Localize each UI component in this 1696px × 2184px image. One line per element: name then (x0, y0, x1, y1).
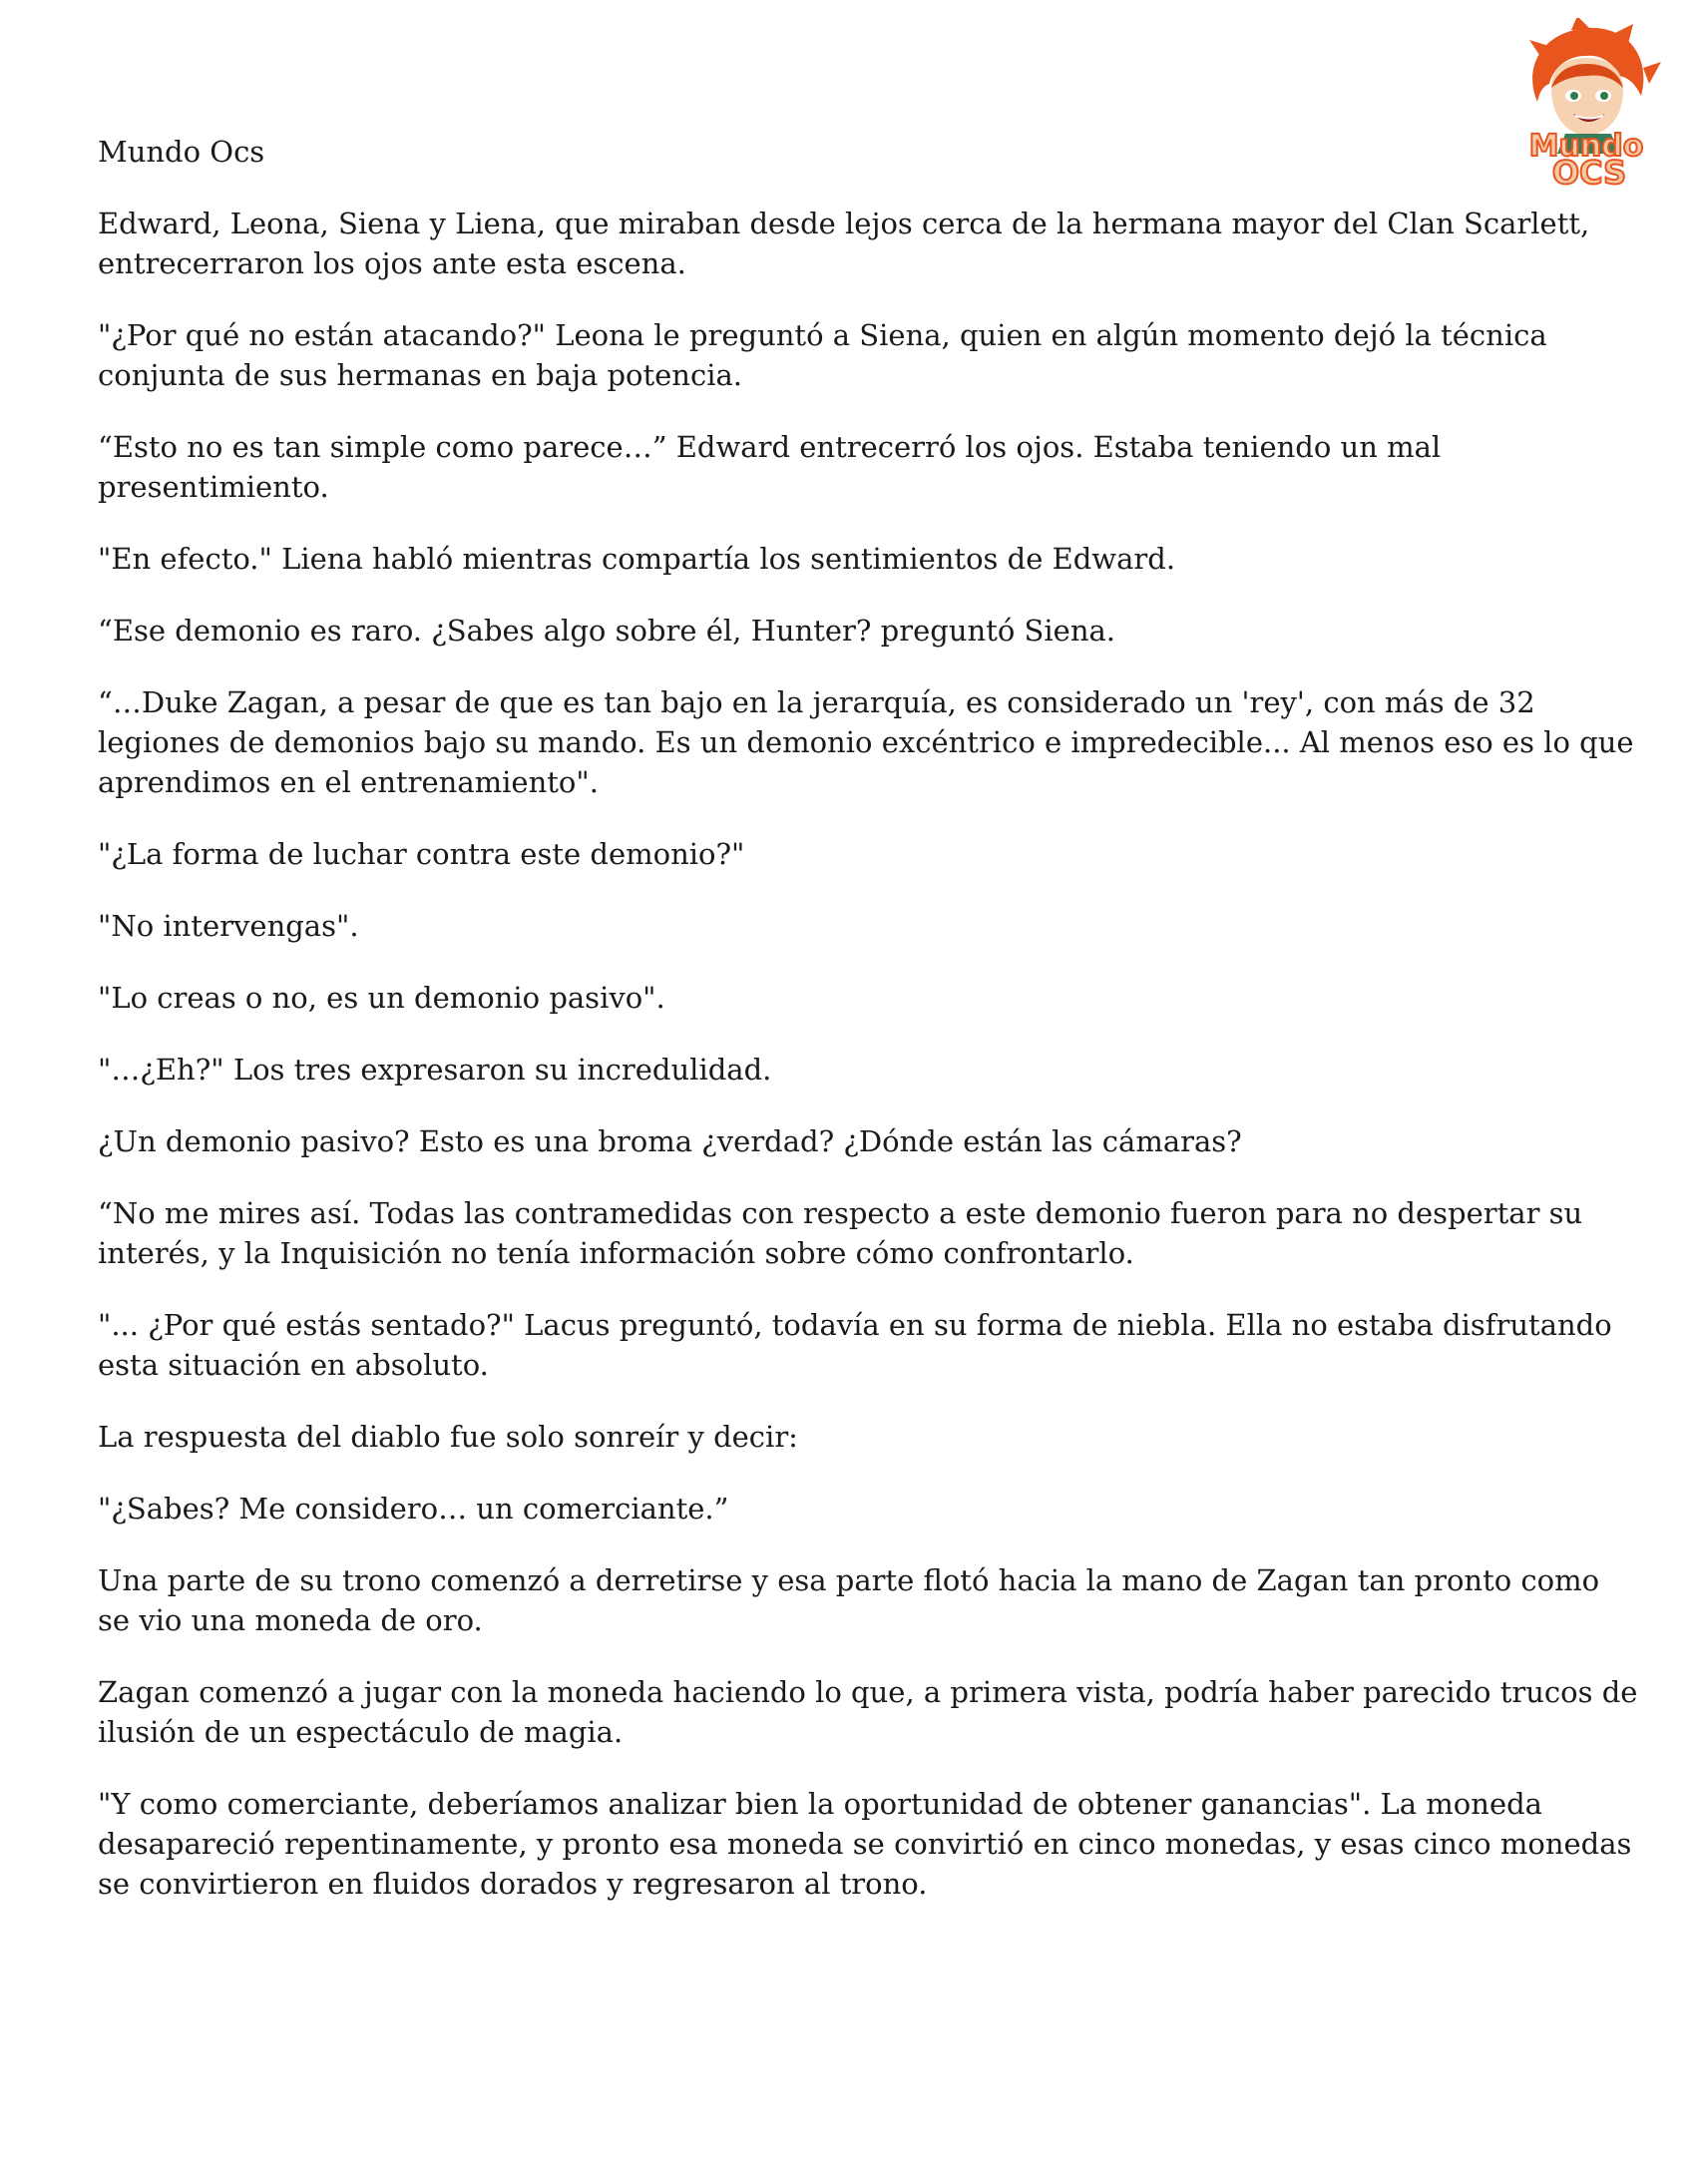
paragraph: "En efecto." Liena habló mientras compartía los sentimientos de Edward. (98, 542, 1176, 576)
paragraph: Zagan comenzó a jugar con la moneda haciendo lo que, a primera vista, podría haber parecido trucos de ilusión de un espectáculo de magia. (98, 1675, 1638, 1749)
paragraph: ¿Un demonio pasivo? Esto es una broma ¿verdad? ¿Dónde están las cámaras? (98, 1124, 1242, 1158)
paragraph: "…¿Eh?" Los tres expresaron su incredulidad. (98, 1053, 772, 1087)
mundo-ocs-logo (1501, 18, 1671, 188)
paragraph: “…Duke Zagan, a pesar de que es tan bajo en la jerarquía, es considerado un 'rey', con más de 32 legiones de demonios bajo su mando. Es un demonio excéntrico e impredecible... Al menos eso es lo que aprendimos en el entrenamiento". (98, 685, 1634, 799)
paragraph: Una parte de su trono comenzó a derretirse y esa parte flotó hacia la mano de Zagan tan pronto como se vio una moneda de oro. (98, 1563, 1600, 1637)
paragraph: "... ¿Por qué estás sentado?" Lacus preguntó, todavía en su forma de niebla. Ella no estaba disfrutando esta situación en absoluto. (98, 1308, 1612, 1382)
paragraph: La respuesta del diablo fue solo sonreír y decir: (98, 1420, 798, 1454)
paragraph: “No me mires así. Todas las contramedidas con respecto a este demonio fueron para no despertar su interés, y la Inquisición no tenía información sobre cómo confrontarlo. (98, 1196, 1583, 1270)
paragraph: “Ese demonio es raro. ¿Sabes algo sobre él, Hunter? preguntó Siena. (98, 614, 1116, 648)
paragraph: "Y como comerciante, deberíamos analizar bien la oportunidad de obtener ganancias". La moneda desapareció repentinamente, y pronto esa moneda se convirtió en cinco monedas, y esas cinco monedas se convirtieron en fluidos dorados y regresaron al trono. (98, 1787, 1632, 1901)
paragraph: "¿Por qué no están atacando?" Leona le preguntó a Siena, quien en algún momento dejó la técnica conjunta de sus hermanas en baja potencia. (98, 318, 1547, 392)
paragraph: “Esto no es tan simple como parece…” Edward entrecerró los ojos. Estaba teniendo un mal presentimiento. (98, 430, 1442, 504)
paragraph: "No intervengas". (98, 909, 359, 943)
logo-word-mundo: Mundo (1528, 129, 1644, 164)
paragraph: "¿La forma de luchar contra este demonio?" (98, 837, 745, 871)
paragraph: Edward, Leona, Siena y Liena, que miraban desde lejos cerca de la hermana mayor del Clan Scarlett, entrecerraron los ojos ante esta escena. (98, 207, 1590, 280)
logo-word-ocs: OCS (1551, 154, 1627, 188)
paragraph: "Lo creas o no, es un demonio pasivo". (98, 981, 665, 1015)
paragraph: "¿Sabes? Me considero… un comerciante.” (98, 1492, 729, 1526)
document-title: Mundo Ocs (98, 135, 265, 169)
document-body (98, 204, 1639, 1936)
